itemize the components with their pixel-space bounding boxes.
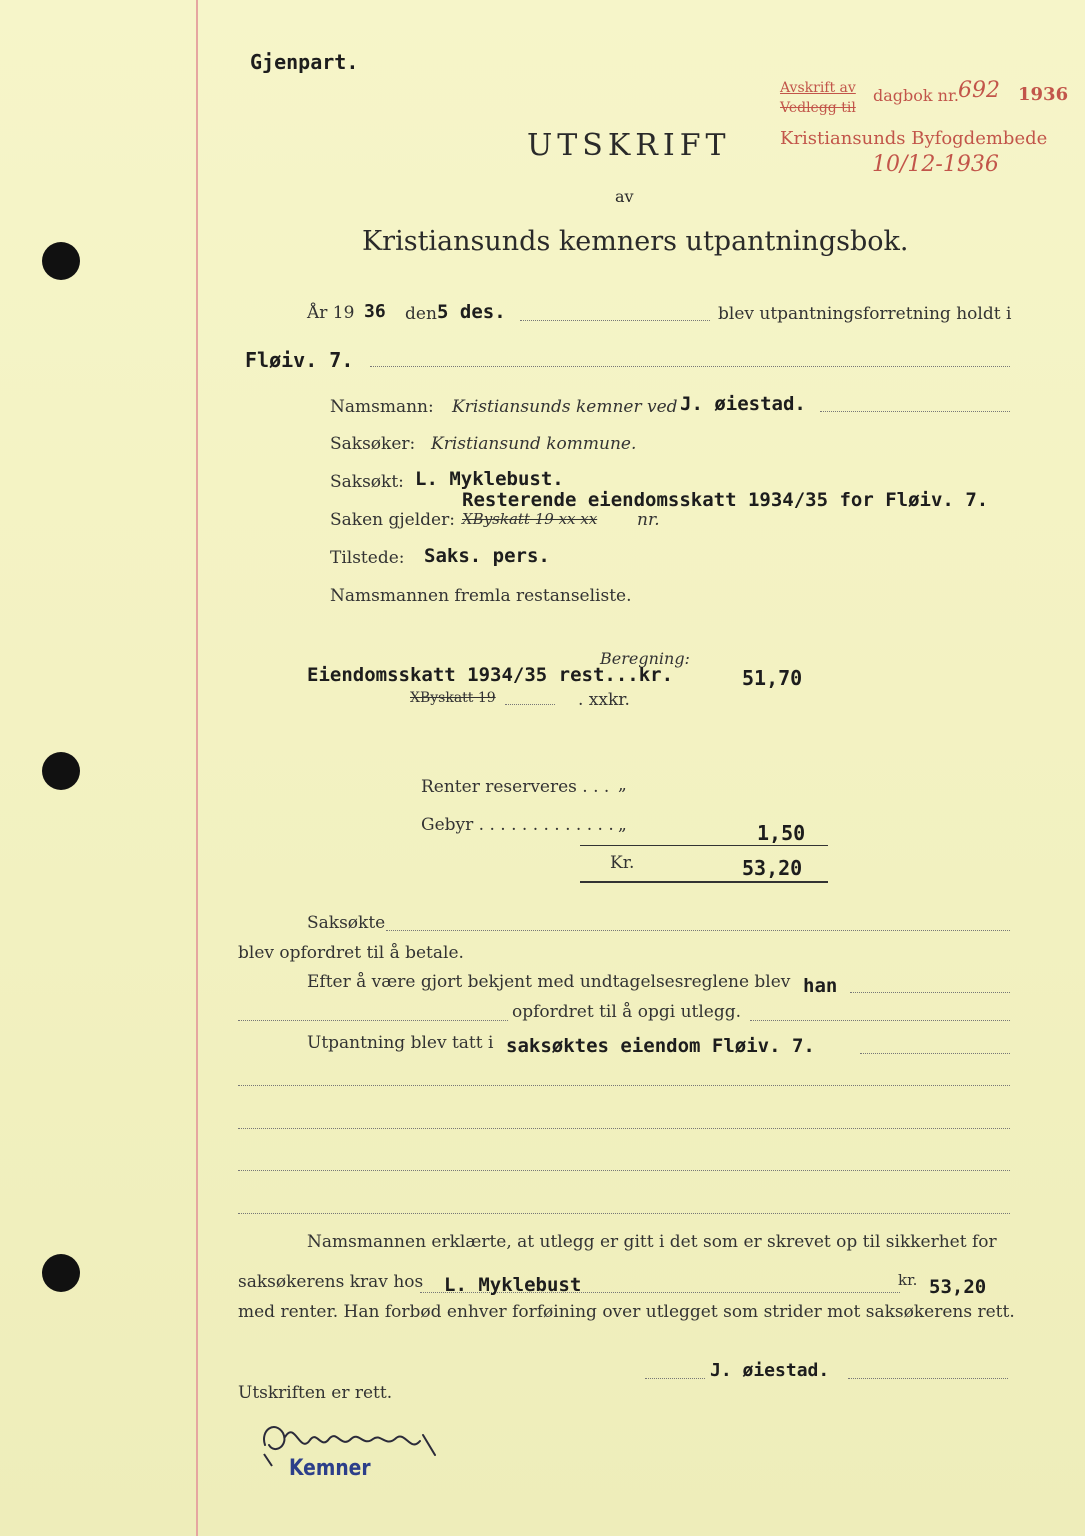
utpantning-value: saksøktes eiendom Fløiv. 7.	[506, 1035, 815, 1057]
pen-mark	[262, 1452, 276, 1470]
erklaerte-text: Namsmannen erklærte, at utlegg er gitt i det som er skrevet op til sikkerhet for	[307, 1232, 997, 1252]
punch-hole	[42, 752, 80, 790]
saksokt-label: Saksøkt:	[330, 472, 404, 492]
copy-label: Gjenpart.	[250, 50, 359, 74]
saken-label: Saken gjelder:	[330, 510, 455, 530]
renter-text: med renter. Han forbød enhver forføining over utlegget som strider mot saksøkerens rett.	[238, 1302, 1015, 1322]
saken-suffix: nr.	[637, 510, 660, 530]
tilstede-value: Saks. pers.	[424, 545, 550, 567]
stamp-vedlegg: Vedlegg til	[780, 100, 856, 116]
place-value: Fløiv. 7.	[245, 348, 354, 372]
calc-line1: Eiendomsskatt 1934/35 rest...kr.	[307, 664, 674, 686]
renter-label: Renter reserveres . . .	[421, 777, 610, 797]
punch-hole	[42, 1254, 80, 1292]
saken-struck: XByskatt 19 xx xx	[462, 510, 598, 528]
calc-line2-struck: XByskatt 19	[410, 690, 496, 706]
renter-mark: „	[618, 775, 627, 795]
saksokt-value: L. Myklebust.	[415, 468, 564, 490]
year-prefix: År 19	[307, 303, 355, 323]
tilstede-label: Tilstede:	[330, 548, 405, 568]
den-label: den	[405, 304, 437, 324]
saken-extra: Resterende eiendomsskatt 1934/35 for Fløiv. 7.	[462, 489, 989, 511]
namsmann-label: Namsmann:	[330, 397, 434, 417]
gebyr-mark: „	[618, 815, 627, 835]
kemner-stamp: Kemner	[289, 1456, 371, 1481]
signature-name: J. øiestad.	[710, 1360, 830, 1381]
krav-amount: 53,20	[929, 1276, 987, 1298]
punch-hole	[42, 242, 80, 280]
svg-text:Ofmanely: Ofmanely	[255, 1415, 260, 1416]
stamp-court: Kristiansunds Byfogdembede	[780, 128, 1048, 149]
margin-rule	[196, 0, 198, 1536]
calc-line2-suffix: . xxkr.	[578, 690, 630, 710]
namsmann-name: J. øiestad.	[680, 393, 806, 415]
gebyr-label: Gebyr . . . . . . . . . . . . .	[421, 815, 614, 835]
stamp-year: 1936	[1018, 84, 1069, 105]
opgi-text: opfordret til å opgi utlegg.	[512, 1002, 742, 1022]
year-value: 36	[364, 301, 386, 322]
krav-name: L. Myklebust	[444, 1274, 582, 1296]
stamp-date: 10/12-1936	[872, 152, 999, 177]
krav-kr: kr.	[898, 1271, 918, 1289]
saksokte-label: Saksøkte	[307, 913, 386, 933]
restanse-text: Namsmannen fremla restanseliste.	[330, 586, 632, 606]
calc-line1-amount: 51,70	[742, 666, 803, 690]
krav-prefix: saksøkerens krav hos	[238, 1272, 424, 1292]
opfordret-text: blev opfordret til å betale.	[238, 943, 464, 963]
efter-text: Efter å være gjort bekjent med undtagelsesreglene blev	[307, 972, 791, 992]
saksoker-label: Saksøker:	[330, 434, 416, 454]
namsmann-value: Kristiansunds kemner ved	[452, 397, 678, 417]
title-utskrift: UTSKRIFT	[527, 128, 731, 163]
utpantning-text: Utpantning blev tatt i	[307, 1033, 494, 1053]
total-amount: 53,20	[742, 856, 803, 880]
gebyr-amount: 1,50	[757, 821, 806, 845]
efter-value: han	[803, 975, 838, 997]
rett-text: Utskriften er rett.	[238, 1383, 393, 1403]
held-text: blev utpantningsforretning holdt i	[718, 304, 1012, 324]
stamp-avskrift: Avskrift av	[780, 80, 856, 96]
stamp-number: 692	[958, 78, 1000, 103]
title-book: Kristiansunds kemners utpantningsbok.	[362, 226, 909, 257]
total-label: Kr.	[610, 853, 635, 873]
title-av: av	[615, 187, 634, 206]
date-value: 5 des.	[437, 301, 506, 323]
saksoker-value: Kristiansund kommune.	[431, 434, 637, 454]
calc-heading: Beregning:	[600, 649, 690, 668]
stamp-dagbok: dagbok nr.	[873, 86, 959, 105]
